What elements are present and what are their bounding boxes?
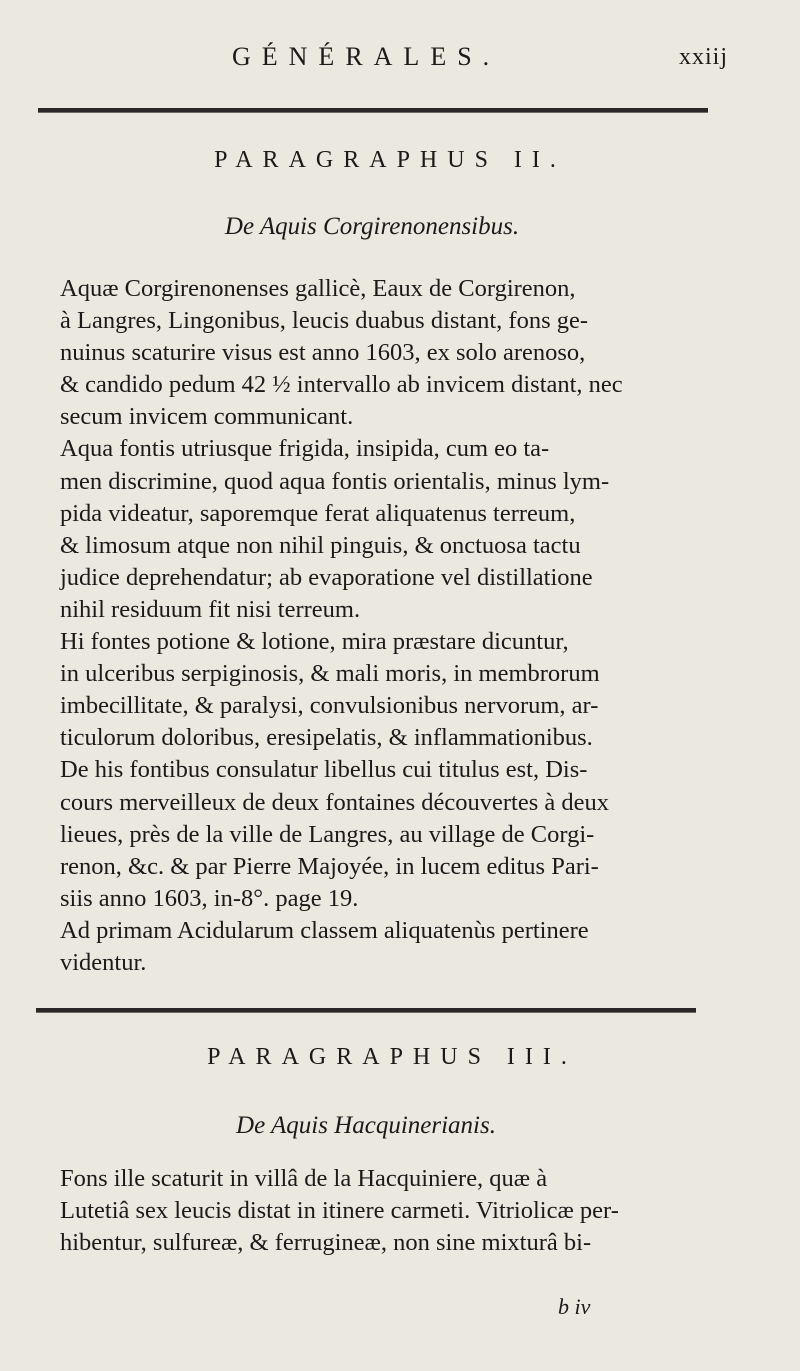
- text-line: men discrimine, quod aqua fontis orientalis, minus lym-: [60, 467, 610, 495]
- section-heading-iii: PARAGRAPHUS III.: [207, 1044, 577, 1070]
- section-heading-ii: PARAGRAPHUS II.: [214, 147, 566, 173]
- text-line: ticulorum doloribus, eresipelatis, & inflammationibus.: [60, 724, 593, 752]
- running-head: [0, 42, 800, 82]
- section-subtitle-ii: De Aquis Corgirenonensibus.: [224, 213, 520, 240]
- text-line: nihil residuum fit nisi terreum.: [60, 595, 361, 623]
- text-line: renon, &c. & par Pierre Majoyée, in lucem editus Pari-: [60, 852, 599, 880]
- text-line: & limosum atque non nihil pinguis, & onctuosa tactu: [60, 531, 581, 559]
- text-line: & candido pedum 42 ½ intervallo ab invicem distant, nec: [60, 371, 623, 399]
- text-line: De his fontibus consulatur libellus cui titulus est, Dis-: [60, 756, 588, 784]
- text-line: Fons ille scaturit in villâ de la Hacquiniere, quæ à: [60, 1165, 548, 1192]
- text-line: siis anno 1603, in-8°. page 19.: [60, 884, 359, 912]
- text-line: lieues, près de la ville de Langres, au village de Corgi-: [60, 820, 595, 848]
- text-line: à Langres, Lingonibus, leucis duabus distant, fons ge-: [60, 307, 589, 335]
- text-line: cours merveilleux de deux fontaines découvertes à deux: [60, 788, 610, 816]
- section-rule: [36, 1008, 696, 1013]
- text-line: in ulceribus serpiginosis, & mali moris, in membrorum: [60, 660, 600, 688]
- running-title: GÉNÉRALES.: [232, 42, 501, 71]
- text-line: Aquæ Corgirenonenses gallicè, Eaux de Corgirenon,: [60, 275, 576, 302]
- text-line: Aqua fontis utriusque frigida, insipida, cum eo ta-: [60, 435, 550, 463]
- text-line: hibentur, sulfureæ, & ferrugineæ, non sine mixturâ bi-: [60, 1229, 592, 1257]
- text-line: imbecillitate, & paralysi, convulsionibus nervorum, ar-: [60, 692, 599, 720]
- section-body-ii: [60, 273, 720, 979]
- text-line: Lutetiâ sex leucis distat in itinere carmeti. Vitriolicæ per-: [60, 1197, 619, 1225]
- page-number: xxiij: [678, 44, 728, 70]
- signature-mark: b iv: [558, 1294, 591, 1319]
- section-subtitle-iii: De Aquis Hacquinerianis.: [236, 1112, 496, 1139]
- top-rule: [38, 108, 708, 113]
- text-line: Hi fontes potione & lotione, mira præstare dicuntur,: [60, 628, 569, 656]
- text-line: pida videatur, saporemque ferat aliquatenus terreum,: [60, 499, 576, 527]
- text-line: nuinus scaturire visus est anno 1603, ex solo arenoso,: [60, 339, 586, 367]
- text-line: secum invicem communicant.: [60, 403, 354, 431]
- text-line: videntur.: [60, 948, 147, 976]
- text-line: Ad primam Acidularum classem aliquatenùs pertinere: [60, 916, 589, 944]
- section-body-iii: [60, 1163, 720, 1259]
- text-line: judice deprehendatur; ab evaporatione vel distillatione: [60, 563, 593, 591]
